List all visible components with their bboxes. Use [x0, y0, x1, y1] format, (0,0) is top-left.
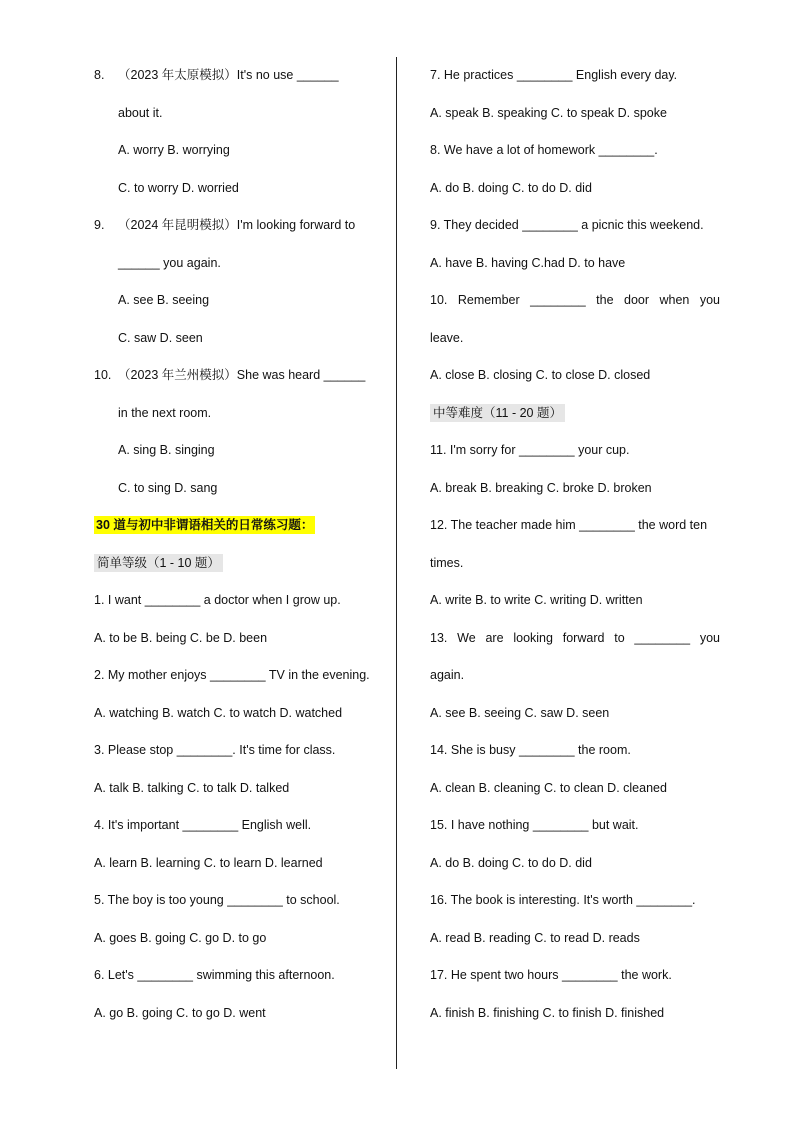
- exercise-10-question-line2: leave.: [430, 330, 464, 345]
- question-10-line1: [94, 357, 386, 395]
- level-easy-heading: 简单等级（1 - 10 题）: [94, 554, 223, 572]
- question-10-line2: in the next room.: [118, 405, 212, 420]
- exercise-13-options: A. see B. seeing C. saw D. seen: [430, 705, 610, 720]
- exercise-5-question: 5. The boy is too young ________ to school.: [94, 893, 340, 907]
- exercise-1-question: 1. I want ________ a doctor when I grow up.: [94, 593, 341, 607]
- exercise-3-options: A. talk B. talking C. to talk D. talked: [94, 780, 290, 795]
- question-8-text: （2023 年太原模拟）It's no use ______: [118, 68, 339, 82]
- question-9-line2: ______ you again.: [118, 255, 221, 270]
- exercise-14-options: A. clean B. cleaning C. to clean D. cleaned: [430, 780, 667, 795]
- exercise-9-question: 9. They decided ________ a picnic this weekend.: [430, 218, 704, 232]
- exercise-12-question-line1: 12. The teacher made him ________ the word ten: [430, 518, 708, 532]
- question-9-options-ab: A. see B. seeing: [118, 293, 210, 307]
- exercise-7-question: 7. He practices ________ English every day.: [430, 68, 678, 82]
- question-9-number: 9.: [94, 218, 105, 232]
- question-9-text: （2024 年昆明模拟）I'm looking forward to: [118, 218, 356, 232]
- question-8-number: 8.: [94, 68, 105, 82]
- exercise-3-question: 3. Please stop ________. It's time for class.: [94, 743, 336, 757]
- exercise-4-options: A. learn B. learning C. to learn D. learned: [94, 855, 323, 870]
- exercise-7-options: A. speak B. speaking C. to speak D. spoke: [430, 105, 667, 120]
- level-medium-row: [430, 395, 720, 433]
- exercise-10-options: A. close B. closing C. to close D. closed: [430, 368, 651, 382]
- exercise-8-question: 8. We have a lot of homework ________.: [430, 143, 658, 157]
- section-title-row: [94, 507, 386, 545]
- question-8-line1: [94, 57, 386, 95]
- exercise-14-question: 14. She is busy ________ the room.: [430, 743, 631, 757]
- exercise-8-options: A. do B. doing C. to do D. did: [430, 180, 592, 195]
- question-9-line1: [94, 207, 386, 245]
- exercise-1-options: A. to be B. being C. be D. been: [94, 630, 268, 645]
- exercise-11-options: A. break B. breaking C. broke D. broken: [430, 480, 652, 495]
- question-8-options-ab: A. worry B. worrying: [118, 143, 230, 157]
- exercise-13-question-line2: again.: [430, 668, 465, 682]
- exercise-2-question: 2. My mother enjoys ________ TV in the evening.: [94, 668, 370, 682]
- question-9-options-cd: C. saw D. seen: [118, 330, 203, 345]
- section-title: 30 道与初中非谓语相关的日常练习题：: [96, 518, 314, 532]
- exercise-5-options: A. goes B. going C. go D. to go: [94, 930, 267, 945]
- level-medium-heading: 中等难度（11 - 20 题）: [430, 404, 565, 422]
- exercise-16-question: 16. The book is interesting. It's worth ________.: [430, 893, 696, 907]
- exercise-15-question: 15. I have nothing ________ but wait.: [430, 818, 639, 832]
- exercise-17-options: A. finish B. finishing C. to finish D. finished: [430, 1005, 665, 1020]
- left-column: [94, 57, 386, 1032]
- right-column: [430, 57, 720, 1032]
- question-8-options-cd: C. to worry D. worried: [118, 180, 239, 195]
- exercise-10-question-line1: 10. Remember ________ the door when you: [430, 293, 720, 307]
- exercise-15-options: A. do B. doing C. to do D. did: [430, 855, 592, 870]
- question-10-number: 10.: [94, 368, 112, 382]
- exercise-6-options: A. go B. going C. to go D. went: [94, 1005, 266, 1020]
- exercise-2-options: A. watching B. watch C. to watch D. watched: [94, 705, 343, 720]
- exercise-12-options: A. write B. to write C. writing D. written: [430, 593, 643, 607]
- exercise-9-options: A. have B. having C.had D. to have: [430, 255, 626, 270]
- exercise-12-question-line2: times.: [430, 555, 464, 570]
- exercise-16-options: A. read B. reading C. to read D. reads: [430, 930, 640, 945]
- exercise-4-question: 4. It's important ________ English well.: [94, 818, 312, 832]
- question-8-line2: about it.: [118, 105, 163, 120]
- exercise-6-question: 6. Let's ________ swimming this afternoon.: [94, 968, 335, 982]
- level-easy-row: [94, 545, 386, 583]
- question-10-options-cd: C. to sing D. sang: [118, 480, 218, 495]
- column-divider: [396, 57, 397, 1069]
- question-10-options-ab: A. sing B. singing: [118, 443, 215, 457]
- exercise-17-question: 17. He spent two hours ________ the work.: [430, 968, 672, 982]
- exercise-11-question: 11. I'm sorry for ________ your cup.: [430, 443, 630, 457]
- exercise-13-question-line1: 13. We are looking forward to ________ you: [430, 630, 720, 645]
- question-10-text: （2023 年兰州模拟）She was heard ______: [118, 368, 366, 382]
